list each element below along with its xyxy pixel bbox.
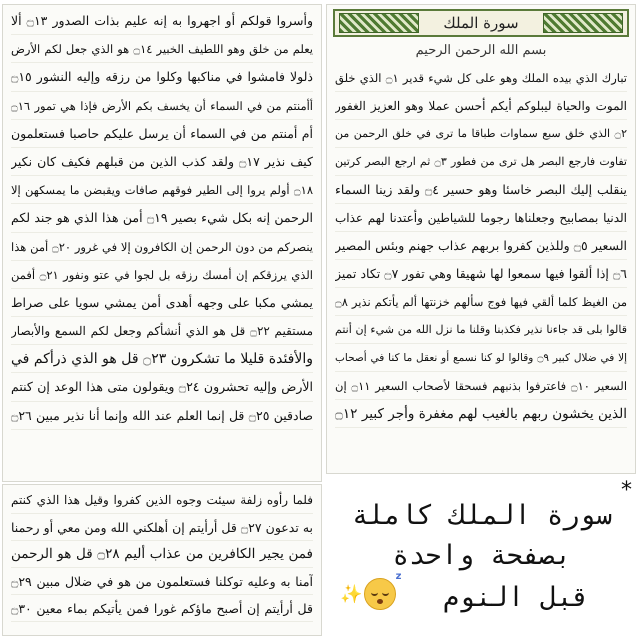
quran-page-bottom — [2, 484, 322, 636]
verse-line: ۝٦ إذا ألقوا فيها سمعوا لها شهيقا وهي تفور ۝٧ تكاد تميز — [335, 260, 627, 288]
caption-note — [330, 478, 636, 636]
quran-page-left — [2, 4, 322, 482]
verse-line: يعلم من خلق وهو اللطيف الخبير ۝١٤ هو الذي جعل لكم الأرض — [11, 35, 313, 63]
verse-line: الأرض وإليه تحشرون ۝٢٤ ويقولون متى هذا الوعد إن كنتم — [11, 373, 313, 401]
verse-line: السعير ۝٥ وللذين كفروا بربهم عذاب جهنم وبئس المصير — [335, 232, 627, 260]
verse-line: ۝٢ الذي خلق سبع سماوات طباقا ما ترى في خلق الرحمن من — [335, 120, 627, 148]
verse-line: آمنا به وعليه توكلنا فستعلمون من هو في ضلال مبين ۝٢٩ — [11, 568, 313, 595]
sparkle-icon: ✨ — [340, 583, 363, 605]
verse-line: الموت والحياة ليبلوكم أيكم أحسن عملا وهو العزيز الغفور — [335, 92, 627, 120]
verse-line: أأمنتم من في السماء أن يخسف بكم الأرض فإذا هي تمور ۝١٦ — [11, 92, 313, 120]
verse-lines — [3, 5, 321, 432]
surah-title-banner — [333, 9, 629, 37]
verse-line: قل أرأيتم إن أصبح ماؤكم غورا فمن يأتيكم بماء معين ۝٣٠ — [11, 595, 313, 622]
verse-line: ينقلب إليك البصر خاسئا وهو حسير ۝٤ ولقد زينا السماء — [335, 176, 627, 204]
quran-page-right — [326, 4, 636, 474]
verse-lines — [327, 62, 635, 430]
verse-line: يمشي مكبا على وجهه أهدى أمن يمشي سويا على صراط — [11, 289, 313, 317]
verse-line: فمن يجير الكافرين من عذاب أليم ۝٢٨ قل هو الرحمن — [11, 541, 313, 568]
sleepy-face-icon — [364, 571, 402, 610]
verse-line: من الغيظ كلما ألقي فيها فوج سألهم خزنتها ألم يأتكم نذير ۝٨ — [335, 288, 627, 316]
verse-line: السعير ۝١٠ فاعترفوا بذنبهم فسحقا لأصحاب السعير ۝١١ إن — [335, 372, 627, 400]
verse-line: أم أمنتم من في السماء أن يرسل عليكم حاصبا فستعلمون — [11, 120, 313, 148]
verse-line: مستقيم ۝٢٢ قل هو الذي أنشأكم وجعل لكم السمع والأبصار — [11, 317, 313, 345]
verse-line: تبارك الذي بيده الملك وهو على كل شيء قدير ۝١ الذي خلق — [335, 64, 627, 92]
verse-line: ينصركم من دون الرحمن إن الكافرون إلا في غرور ۝٢٠ أمن هذا — [11, 233, 313, 261]
caption-line-2: بصفحة واحدة — [392, 540, 572, 571]
zz-icon: z — [395, 571, 402, 582]
emoji-group — [340, 571, 402, 610]
verse-lines — [3, 485, 321, 624]
verse-line: الرحمن إنه بكل شيء بصير ۝١٩ أمن هذا الذي هو جند لكم — [11, 204, 313, 232]
verse-line: به تدعون ۝٢٧ قل أرأيتم إن أهلكني الله ومن معي أو رحمنا — [11, 514, 313, 541]
basmala: بسم الله الرحمن الرحيم — [415, 43, 547, 58]
verse-line: قالوا بلى قد جاءنا نذير فكذبنا وقلنا ما نزل الله من شيء إن أنتم — [335, 316, 627, 344]
verse-line: الدنيا بمصابيح وجعلناها رجوما للشياطين وأعتدنا لهم عذاب — [335, 204, 627, 232]
verse-line: فلما رأوه زلفة سيئت وجوه الذين كفروا وقيل هذا الذي كنتم — [11, 487, 313, 514]
verse-line: ذلولا فامشوا في مناكبها وكلوا من رزقه وإليه النشور ۝١٥ — [11, 63, 313, 91]
caption-line-3: قبل النوم — [442, 582, 590, 613]
surah-title: سورة الملك — [443, 14, 519, 32]
caption-line-1: سورة الملك كاملة — [351, 500, 613, 531]
banner-ornament-left — [339, 13, 419, 33]
verse-line: إلا في ضلال كبير ۝٩ وقالوا لو كنا نسمع أو نعقل ما كنا في أصحاب — [335, 344, 627, 372]
verse-line: الذي يرزقكم إن أمسك رزقه بل لجوا في عتو ونفور ۝٢١ أفمن — [11, 261, 313, 289]
banner-ornament-right — [543, 13, 623, 33]
verse-line: والأفئدة قليلا ما تشكرون ۝٢٣ قل هو الذي ذرأكم في — [11, 345, 313, 373]
asterisk: * — [621, 478, 632, 503]
verse-line: كيف نذير ۝١٧ ولقد كذب الذين من قبلهم فكيف كان نكير — [11, 148, 313, 176]
verse-line: تفاوت فارجع البصر هل ترى من فطور ۝٣ ثم ارجع البصر كرتين — [335, 148, 627, 176]
verse-line: وأسروا قولكم أو اجهروا به إنه عليم بذات الصدور ۝١٣ ألا — [11, 7, 313, 35]
verse-line: ۝١٨ أولم يروا إلى الطير فوقهم صافات ويقبضن ما يمسكهن إلا — [11, 176, 313, 204]
verse-line: الذين يخشون ربهم بالغيب لهم مغفرة وأجر كبير ۝١٢ — [335, 400, 627, 428]
verse-line: صادقين ۝٢٥ قل إنما العلم عند الله وإنما أنا نذير مبين ۝٢٦ — [11, 402, 313, 430]
